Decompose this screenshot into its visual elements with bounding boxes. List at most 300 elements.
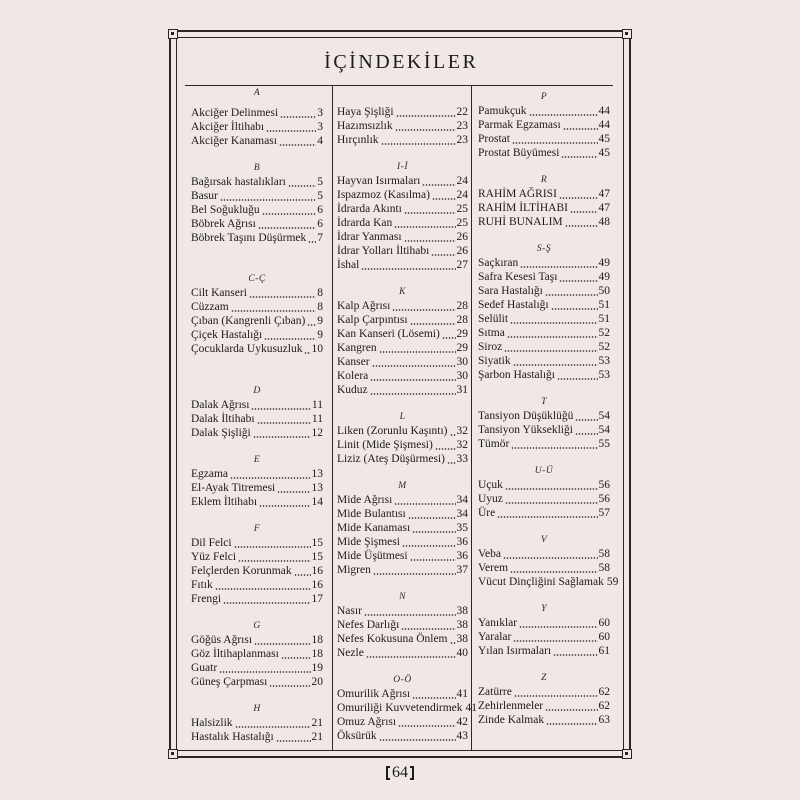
entry-page-number: 33 xyxy=(456,453,468,465)
section-letter-heading: S-Ş xyxy=(536,244,552,254)
dot-leader xyxy=(402,545,456,547)
dot-leader xyxy=(370,393,456,395)
dot-leader xyxy=(231,310,317,312)
toc-entry xyxy=(191,398,323,412)
entry-title: İshal xyxy=(337,259,360,271)
entry-title: Omuriliği Kuvvetendirmek xyxy=(337,702,463,714)
entry-title: Linit (Mide Şişmesi) xyxy=(337,439,433,451)
dot-leader xyxy=(279,144,316,146)
toc-column-1 xyxy=(185,86,332,750)
entry-page-number: 18 xyxy=(311,634,323,646)
entry-page-number: 11 xyxy=(311,399,323,411)
dot-leader xyxy=(570,211,598,213)
entry-page-number: 5 xyxy=(317,190,323,202)
section-letter-heading: C-Ç xyxy=(248,274,266,284)
section-letter-heading: O-Ö xyxy=(393,675,412,685)
entry-title: Zehirlenmeler xyxy=(478,700,544,712)
dot-leader xyxy=(422,184,455,186)
toc-section xyxy=(478,602,610,658)
dot-leader xyxy=(447,462,456,464)
toc-entry xyxy=(191,661,323,675)
entry-title: Mide Üşütmesi xyxy=(337,550,408,562)
dot-leader xyxy=(254,643,310,645)
toc-entry xyxy=(337,604,468,618)
dot-leader xyxy=(381,143,456,145)
entry-title: Haya Şişliği xyxy=(337,106,394,118)
entry-page-number: 60 xyxy=(598,631,610,643)
entry-page-number: 44 xyxy=(598,105,610,117)
dot-leader xyxy=(404,212,456,214)
entry-title: Saçkıran xyxy=(478,257,519,269)
dot-leader xyxy=(575,433,598,435)
entry-title: Liziz (Ateş Düşürmesi) xyxy=(337,453,445,465)
toc-entry xyxy=(191,716,323,730)
toc-section xyxy=(337,105,468,147)
toc-entry xyxy=(191,106,323,120)
entry-title: Tansiyon Düşüklüğü xyxy=(478,410,574,422)
toc-entry xyxy=(478,326,610,340)
entry-title: Bağırsak hastalıkları xyxy=(191,176,286,188)
dot-leader xyxy=(545,709,597,711)
toc-entry xyxy=(478,104,610,118)
frame-corner-ornament xyxy=(622,29,632,39)
entry-page-number: 47 xyxy=(598,188,610,200)
toc-entry xyxy=(191,592,323,606)
toc-section xyxy=(337,479,468,577)
toc-entry xyxy=(478,146,610,160)
section-letter-heading: D xyxy=(253,386,261,396)
dot-leader xyxy=(513,364,598,366)
dot-leader xyxy=(450,642,456,644)
entry-page-number: 25 xyxy=(456,203,468,215)
entry-page-number: 58 xyxy=(598,548,610,560)
toc-entry xyxy=(191,730,323,744)
entry-page-number: 30 xyxy=(456,356,468,368)
entry-title: Hastalık Hastalığı xyxy=(191,731,274,743)
toc-entry xyxy=(478,354,610,368)
entry-title: Yüz Felci xyxy=(191,551,237,563)
entry-page-number: 28 xyxy=(456,314,468,326)
entry-title: İdrar Yanması xyxy=(337,231,402,243)
entry-page-number: 26 xyxy=(456,231,468,243)
entry-title: Nefes Kokusuna Önlem xyxy=(337,633,448,645)
entry-title: Uçuk xyxy=(478,479,503,491)
toc-section xyxy=(478,173,610,229)
section-letter-heading: T xyxy=(541,397,547,407)
entry-page-number: 24 xyxy=(456,175,468,187)
toc-section xyxy=(337,160,468,272)
section-letter-heading: N xyxy=(399,592,406,602)
table-of-contents xyxy=(185,85,619,750)
entry-page-number: 20 xyxy=(311,676,323,688)
entry-page-number: 32 xyxy=(456,425,468,437)
dot-leader xyxy=(366,656,456,658)
dot-leader xyxy=(269,685,310,687)
toc-section xyxy=(478,464,610,520)
entry-title: Selülit xyxy=(478,313,509,325)
dot-leader xyxy=(398,725,455,727)
toc-entry xyxy=(478,118,610,132)
entry-page-number: 40 xyxy=(456,647,468,659)
entry-page-number: 53 xyxy=(598,355,610,367)
dot-leader xyxy=(276,740,311,742)
entry-page-number: 51 xyxy=(598,299,610,311)
dot-leader xyxy=(513,640,597,642)
dot-leader xyxy=(520,266,597,268)
entry-title: Öksürük xyxy=(337,730,377,742)
entry-title: Dalak Ağrısı xyxy=(191,399,250,411)
dot-leader xyxy=(251,408,310,410)
entry-page-number: 23 xyxy=(456,120,468,132)
entry-page-number: 45 xyxy=(598,147,610,159)
entry-page-number: 49 xyxy=(598,257,610,269)
entry-page-number: 63 xyxy=(598,714,610,726)
dot-leader xyxy=(253,436,311,438)
entry-page-number: 11 xyxy=(311,413,323,425)
entry-title: Mide Ağrısı xyxy=(337,494,393,506)
dot-leader xyxy=(281,657,311,659)
section-letter-heading: K xyxy=(399,287,406,297)
toc-section xyxy=(478,242,610,382)
toc-entry xyxy=(337,632,468,646)
section-letter-heading: Y xyxy=(541,604,547,614)
entry-page-number: 42 xyxy=(456,716,468,728)
entry-page-number: 5 xyxy=(317,176,323,188)
dot-leader xyxy=(511,447,597,449)
entry-page-number: 23 xyxy=(456,134,468,146)
toc-entry xyxy=(337,438,468,452)
toc-entry xyxy=(191,467,323,481)
entry-page-number: 51 xyxy=(598,313,610,325)
entry-title: Kuduz xyxy=(337,384,368,396)
toc-entry xyxy=(478,284,610,298)
entry-page-number: 9 xyxy=(317,329,323,341)
dot-leader xyxy=(408,517,456,519)
toc-entry xyxy=(337,493,468,507)
toc-entry xyxy=(337,119,468,133)
toc-entry xyxy=(478,644,610,658)
dot-leader xyxy=(412,697,455,699)
entry-page-number: 38 xyxy=(456,605,468,617)
entry-title: Göz İltihaplanması xyxy=(191,648,279,660)
entry-page-number: 32 xyxy=(456,439,468,451)
entry-page-number: 48 xyxy=(598,216,610,228)
entry-title: Ispazmoz (Kasılma) xyxy=(337,189,430,201)
toc-entry xyxy=(337,188,468,202)
dot-leader xyxy=(395,129,456,131)
entry-title: Kalp Ağrısı xyxy=(337,300,391,312)
entry-title: Frengi xyxy=(191,593,222,605)
entry-page-number: 54 xyxy=(598,424,610,436)
dot-leader xyxy=(512,142,598,144)
entry-page-number: 52 xyxy=(598,327,610,339)
toc-entry xyxy=(337,687,468,701)
toc-entry xyxy=(191,300,323,314)
entry-page-number: 13 xyxy=(311,468,323,480)
toc-entry xyxy=(478,492,610,506)
entry-title: Kanser xyxy=(337,356,370,368)
toc-section xyxy=(191,619,323,689)
bracket-left-ornament xyxy=(386,766,390,780)
entry-page-number: 26 xyxy=(456,245,468,257)
toc-entry xyxy=(478,423,610,437)
page-title: İÇİNDEKİLER xyxy=(324,51,479,73)
dot-leader xyxy=(450,434,456,436)
entry-page-number: 16 xyxy=(311,565,323,577)
entry-page-number: 22 xyxy=(456,106,468,118)
toc-section xyxy=(191,272,323,356)
toc-entry xyxy=(478,561,610,575)
dot-leader xyxy=(432,198,456,200)
entry-page-number: 21 xyxy=(311,731,323,743)
toc-column-3 xyxy=(471,86,619,750)
entry-page-number: 25 xyxy=(456,217,468,229)
toc-entry xyxy=(191,633,323,647)
entry-title: Vücut Dinçliğini Sağlamak xyxy=(478,576,604,588)
entry-title: Dil Felci xyxy=(191,537,232,549)
dot-leader xyxy=(435,448,456,450)
entry-title: Çocuklarda Uykusuzluk xyxy=(191,343,303,355)
dot-leader xyxy=(557,378,598,380)
entry-title: Mide Kanaması xyxy=(337,522,411,534)
toc-entry xyxy=(337,299,468,313)
entry-page-number: 49 xyxy=(598,271,610,283)
toc-entry xyxy=(478,409,610,423)
entry-title: Egzama xyxy=(191,468,229,480)
entry-page-number: 41 xyxy=(465,702,478,714)
entry-title: Kalp Çarpıntısı xyxy=(337,314,408,326)
entry-title: Böbrek Ağrısı xyxy=(191,218,256,230)
entry-page-number: 8 xyxy=(317,301,323,313)
entry-page-number: 10 xyxy=(311,343,323,355)
entry-page-number: 38 xyxy=(456,633,468,645)
entry-title: Mide Şişmesi xyxy=(337,536,400,548)
entry-title: Çıban (Kangrenli Çıban) xyxy=(191,315,306,327)
entry-page-number: 16 xyxy=(311,579,323,591)
toc-entry xyxy=(478,132,610,146)
toc-entry xyxy=(337,327,468,341)
dot-leader xyxy=(257,422,311,424)
entry-page-number: 56 xyxy=(598,479,610,491)
toc-section xyxy=(478,671,610,727)
toc-entry xyxy=(478,368,610,382)
toc-entry xyxy=(478,215,610,229)
entry-page-number: 47 xyxy=(598,202,610,214)
toc-entry xyxy=(337,355,468,369)
entry-page-number: 60 xyxy=(598,617,610,629)
entry-title: Fıtık xyxy=(191,579,213,591)
entry-title: Bel Soğukluğu xyxy=(191,204,260,216)
frame-corner-ornament xyxy=(168,749,178,759)
entry-title: Şarbon Hastalığı xyxy=(478,369,555,381)
dot-leader xyxy=(412,531,455,533)
toc-entry xyxy=(478,340,610,354)
entry-title: Liken (Zorunlu Kaşıntı) xyxy=(337,425,448,437)
entry-page-number: 18 xyxy=(311,648,323,660)
entry-title: Hayvan Isırmaları xyxy=(337,175,421,187)
toc-entry xyxy=(191,120,323,134)
entry-page-number: 9 xyxy=(317,315,323,327)
toc-entry xyxy=(478,201,610,215)
section-letter-heading: Z xyxy=(541,673,547,683)
dot-leader xyxy=(551,308,598,310)
section-letter-heading: B xyxy=(253,163,261,173)
dot-leader xyxy=(565,225,598,227)
section-letter-heading: M xyxy=(398,481,407,491)
toc-entry xyxy=(191,175,323,189)
toc-entry xyxy=(191,675,323,689)
entry-title: Yanıklar xyxy=(478,617,518,629)
toc-entry xyxy=(191,647,323,661)
entry-page-number: 52 xyxy=(598,341,610,353)
entry-title: RUHİ BUNALIM xyxy=(478,216,563,228)
toc-entry xyxy=(191,328,323,342)
entry-page-number: 29 xyxy=(456,328,468,340)
toc-entry xyxy=(478,616,610,630)
toc-section xyxy=(478,533,619,589)
page-number xyxy=(0,764,800,782)
toc-entry xyxy=(337,133,468,147)
entry-page-number: 24 xyxy=(456,189,468,201)
toc-entry xyxy=(337,230,468,244)
dot-leader xyxy=(394,226,455,228)
entry-title: Parmak Egzaması xyxy=(478,119,561,131)
entry-page-number: 55 xyxy=(598,438,610,450)
toc-entry xyxy=(337,341,468,355)
dot-leader xyxy=(404,240,456,242)
entry-page-number: 31 xyxy=(456,384,468,396)
dot-leader xyxy=(370,379,455,381)
toc-section xyxy=(191,453,323,509)
entry-page-number: 37 xyxy=(456,564,468,576)
entry-page-number: 28 xyxy=(456,300,468,312)
entry-page-number: 53 xyxy=(598,369,610,381)
section-letter-heading: H xyxy=(253,704,261,714)
dot-leader xyxy=(392,309,455,311)
section-letter-heading: V xyxy=(540,535,548,545)
bracket-right-ornament xyxy=(410,766,414,780)
toc-entry xyxy=(337,729,468,743)
entry-title: Sıtma xyxy=(478,327,505,339)
toc-entry xyxy=(191,564,323,578)
entry-page-number: 36 xyxy=(456,550,468,562)
entry-title: Siyatik xyxy=(478,355,511,367)
dot-leader xyxy=(505,488,598,490)
toc-entry xyxy=(478,256,610,270)
toc-section xyxy=(337,410,468,466)
dot-leader xyxy=(266,130,316,132)
entry-title: Tümör xyxy=(478,438,510,450)
dot-leader xyxy=(219,671,310,673)
entry-page-number: 15 xyxy=(311,551,323,563)
toc-entry xyxy=(478,630,610,644)
entry-page-number: 57 xyxy=(598,507,610,519)
entry-title: Göğüs Ağrısı xyxy=(191,634,253,646)
toc-entry xyxy=(337,715,468,729)
entry-title: İdrarda Kan xyxy=(337,217,393,229)
dot-leader xyxy=(215,588,311,590)
entry-page-number: 3 xyxy=(317,121,323,133)
entry-page-number: 3 xyxy=(317,107,323,119)
entry-title: İdrarda Akıntı xyxy=(337,203,402,215)
entry-title: Nezle xyxy=(337,647,364,659)
toc-entry xyxy=(191,495,323,509)
entry-title: Üre xyxy=(478,507,496,519)
frame-corner-ornament xyxy=(168,29,178,39)
toc-entry xyxy=(191,189,323,203)
entry-page-number: 56 xyxy=(598,493,610,505)
entry-title: İdrar Yolları İltihabı xyxy=(337,245,430,257)
dot-leader xyxy=(563,128,598,130)
entry-title: Hazımsızlık xyxy=(337,120,393,132)
dot-leader xyxy=(504,350,597,352)
entry-page-number: 62 xyxy=(598,686,610,698)
entry-title: Çiçek Hastalığı xyxy=(191,329,263,341)
dot-leader xyxy=(401,628,455,630)
toc-entry xyxy=(337,105,468,119)
entry-page-number: 50 xyxy=(598,285,610,297)
dot-leader xyxy=(379,739,456,741)
toc-entry xyxy=(337,701,478,715)
entry-page-number: 34 xyxy=(456,508,468,520)
dot-leader xyxy=(264,338,316,340)
dot-leader xyxy=(559,197,598,199)
toc-entry xyxy=(478,478,610,492)
entry-page-number: 8 xyxy=(317,287,323,299)
dot-leader xyxy=(507,336,598,338)
entry-title: Verem xyxy=(478,562,509,574)
entry-title: Basur xyxy=(191,190,218,202)
entry-page-number: 38 xyxy=(456,619,468,631)
toc-entry xyxy=(191,578,323,592)
entry-page-number: 17 xyxy=(311,593,323,605)
toc-entry xyxy=(337,174,468,188)
toc-entry xyxy=(191,231,323,245)
dot-leader xyxy=(288,185,316,187)
entry-title: RAHİM AĞRISI xyxy=(478,188,557,200)
entry-page-number: 34 xyxy=(456,494,468,506)
section-letter-heading: P xyxy=(540,92,548,102)
section-letter-heading: I-İ xyxy=(397,162,408,172)
toc-entry xyxy=(478,270,610,284)
toc-entry xyxy=(337,313,468,327)
entry-title: Yaralar xyxy=(478,631,512,643)
dot-leader xyxy=(230,477,310,479)
entry-title: Sara Hastalığı xyxy=(478,285,543,297)
dot-leader xyxy=(304,352,310,354)
dot-leader xyxy=(442,337,456,339)
entry-title: Dalak Şişliği xyxy=(191,427,251,439)
entry-title: Eklem İltihabı xyxy=(191,496,258,508)
dot-leader xyxy=(361,268,455,270)
toc-entry xyxy=(337,424,468,438)
entry-title: Böbrek Taşını Düşürmek xyxy=(191,232,307,244)
toc-entry xyxy=(191,426,323,440)
dot-leader xyxy=(561,156,597,158)
dot-leader xyxy=(262,213,317,215)
toc-entry xyxy=(337,549,468,563)
entry-page-number: 44 xyxy=(598,119,610,131)
toc-entry xyxy=(337,507,468,521)
section-letter-heading: U-Ü xyxy=(534,466,554,476)
entry-title: Nefes Darlığı xyxy=(337,619,400,631)
toc-entry xyxy=(478,713,610,727)
section-letter-heading: L xyxy=(399,412,406,422)
entry-page-number: 7 xyxy=(317,232,323,244)
dot-leader xyxy=(259,505,310,507)
toc-section xyxy=(478,90,610,160)
entry-title: Sedef Hastalığı xyxy=(478,299,549,311)
